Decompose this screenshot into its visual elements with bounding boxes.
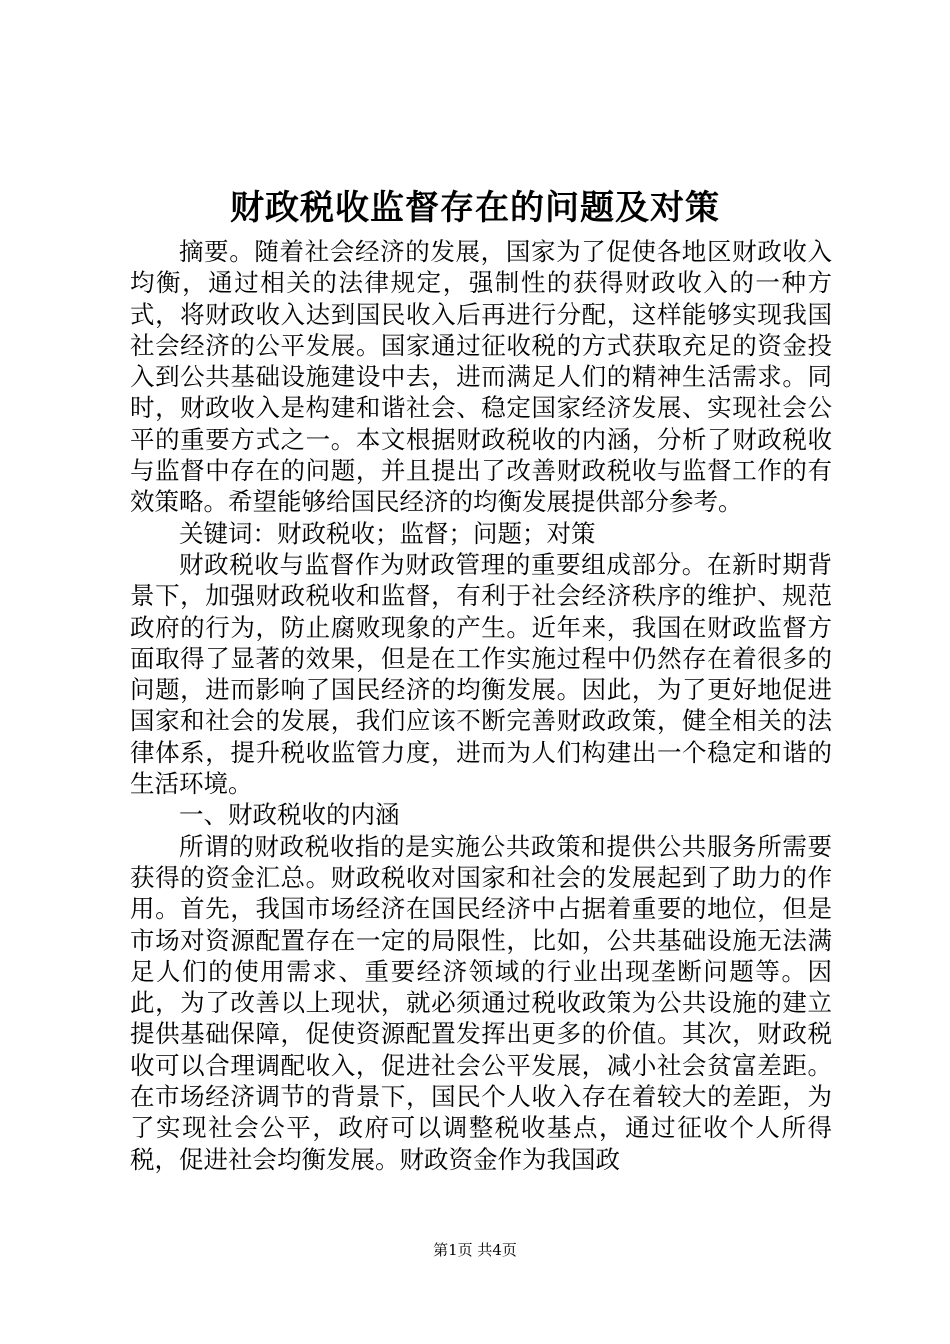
keywords-paragraph: 关键词：财政税收；监督；问题；对策: [179, 518, 596, 548]
abstract-paragraph: 摘要。随着社会经济的发展，国家为了促使各地区财政收入均衡，通过相关的法律规定，强制性的获得财政收入的一种方式，将财政收入达到国民收入后再进行分配，这样能够实现我国社会经济的公平发展。国家通过征收税的方式获取充足的资金投入到公共基础设施建设中去，进而满足人们的精神生活需求。同时，财政收入是构建和谐社会、稳定国家经济发展、实现社会公平的重要方式之一。本文根据财政税收的内涵，分析了财政税收与监督中存在的问题，并且提出了改善财政税收与监督工作的有效策略。希望能够给国民经济的均衡发展提供部分参考。: [130, 237, 832, 517]
section-paragraph: 所谓的财政税收指的是实施公共政策和提供公共服务所需要获得的资金汇总。财政税收对国家和社会的发展起到了助力的作用。首先，我国市场经济在国民经济中占据着重要的地位，但是市场对资源配置存在一定的局限性，比如，公共基础设施无法满足人们的使用需求、重要经济领域的行业出现垄断问题等。因此，为了改善以上现状，就必须通过税收政策为公共设施的建立提供基础保障，促使资源配置发挥出更多的价值。其次，财政税收可以合理调配收入，促进社会公平发展，减小社会贫富差距。在市场经济调节的背景下，国民个人收入存在着较大的差距，为了实现社会公平，政府可以调整税收基点，通过征收个人所得税，促进社会均衡发展。财政资金作为我国政: [130, 831, 832, 1174]
section-heading: 一、财政税收的内涵: [179, 800, 400, 830]
document-body: [130, 236, 832, 1175]
document-title: 财政税收监督存在的问题及对策: [230, 188, 720, 228]
intro-paragraph: 财政税收与监督作为财政管理的重要组成部分。在新时期背景下，加强财政税收和监督，有利于社会经济秩序的维护、规范政府的行为，防止腐败现象的产生。近年来，我国在财政监督方面取得了显著的效果，但是在工作实施过程中仍然存在着很多的问题，进而影响了国民经济的均衡发展。因此，为了更好地促进国家和社会的发展，我们应该不断完善财政政策，健全相关的法律体系，提升税收监管力度，进而为人们构建出一个稳定和谐的生活环境。: [130, 549, 832, 799]
page-footer: 第1页 共4页: [433, 1241, 517, 1259]
